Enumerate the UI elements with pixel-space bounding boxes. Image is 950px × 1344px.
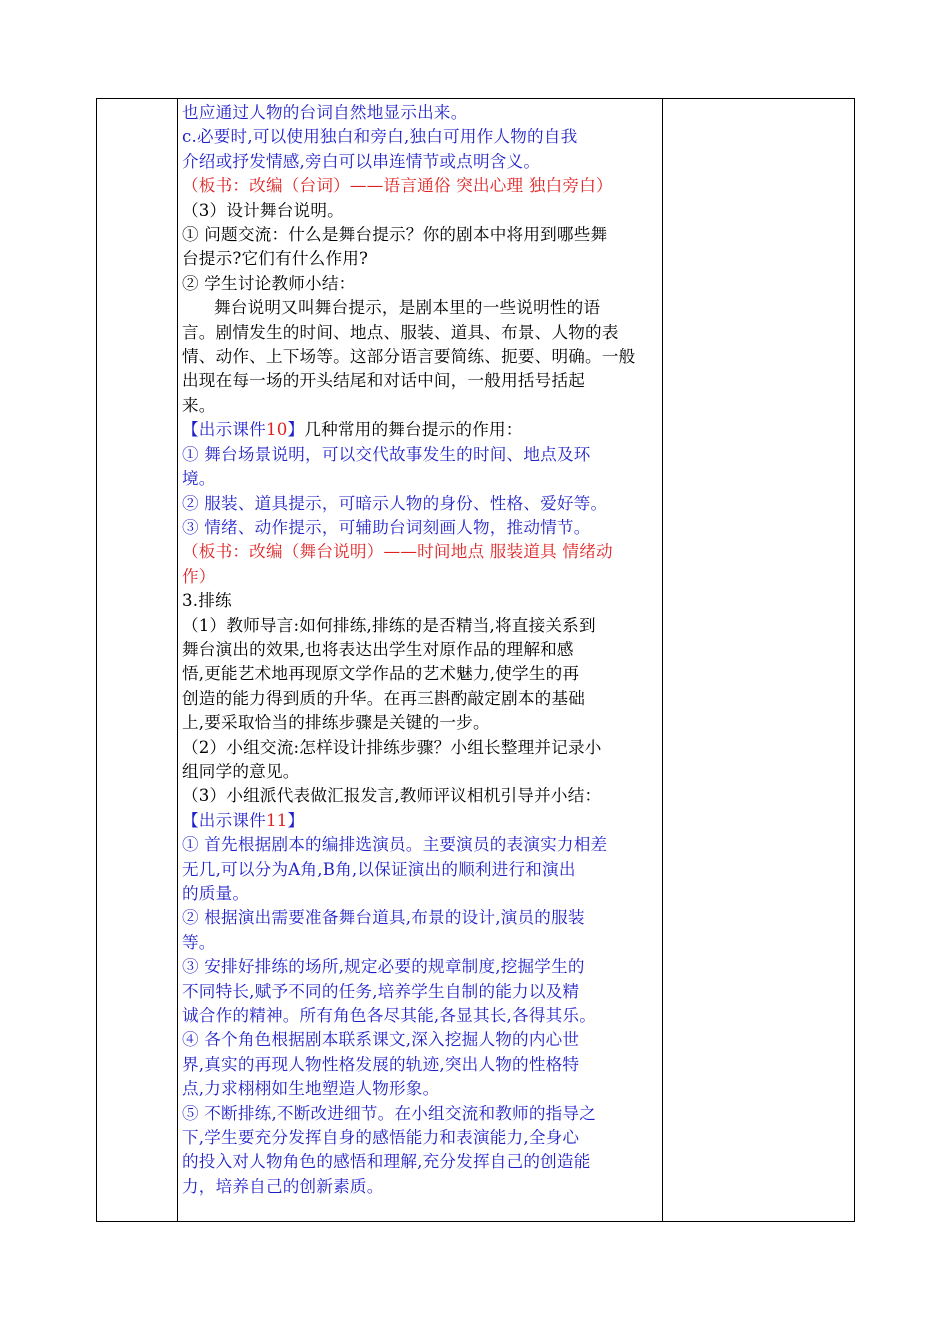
text-span: 【出示课件 — [182, 810, 266, 830]
text-line: 上,要采取恰当的排练步骤是关键的一步。 — [182, 713, 490, 733]
text-line: 出现在每一场的开头结尾和对话中间，一般用括号括起 — [182, 371, 586, 391]
text-line — [182, 418, 663, 442]
text-line: 舞台说明又叫舞台提示，是剧本里的一些说明性的语 — [214, 298, 601, 318]
text-span: 【出示课件 — [182, 420, 266, 440]
text-span: 几种常用的舞台提示的作用： — [304, 420, 523, 440]
text-line: 言。剧情发生的时间、地点、服装、道具、布景、人物的表 — [182, 322, 619, 342]
text-line: 不同特长,赋予不同的任务,培养学生自制的能力以及精 — [182, 981, 580, 1001]
lesson-plan-table — [96, 98, 855, 1222]
text-line: 下,学生要充分发挥自身的感悟能力和表演能力,全身心 — [182, 1128, 580, 1148]
text-line — [182, 809, 663, 833]
text-line: 舞台演出的效果,也将表达出学生对原作品的理解和感 — [182, 639, 574, 659]
text-span: 】 — [287, 420, 305, 440]
text-line: ⑤ 不断排练,不断改进细节。在小组交流和教师的指导之 — [182, 1103, 596, 1123]
text-line: 创造的能力得到质的升华。在再三斟酌敲定剧本的基础 — [182, 688, 586, 708]
text-line: 情、动作、上下场等。这部分语言要简练、扼要、明确。一般 — [182, 347, 636, 367]
text-line: ④ 各个角色根据剧本联系课文,深入挖掘人物的内心世 — [182, 1030, 580, 1050]
text-line: （2）小组交流:怎样设计排练步骤？小组长整理并记录小 — [182, 737, 602, 757]
text-line: 的质量。 — [182, 884, 250, 903]
text-line: 来。 — [182, 395, 216, 415]
text-line: （3）设计舞台说明。 — [182, 200, 344, 220]
text-span: 11 — [265, 810, 288, 830]
text-line: 的投入对人物角色的感悟和理解,充分发挥自己的创造能 — [182, 1152, 591, 1172]
text-line: 组同学的意见。 — [182, 761, 300, 781]
teaching-process-cell — [179, 99, 663, 1221]
text-line: 诚合作的精神。所有角色各尽其能,各显其长,各得其乐。 — [182, 1006, 596, 1026]
text-line: 作） — [182, 566, 216, 586]
text-line: ② 服装、道具提示，可暗示人物的身份、性格、爱好等。 — [182, 493, 608, 513]
text-line: （板书：改编（台词）——语言通俗 突出心理 独白旁白） — [182, 176, 613, 196]
text-line: 界,真实的再现人物性格发展的轨迹,突出人物的性格特 — [182, 1054, 580, 1074]
text-span: 10 — [265, 420, 288, 440]
text-line: ② 根据演出需要准备舞台道具,布景的设计,演员的服装 — [182, 908, 585, 928]
text-line: （板书：改编（舞台说明）——时间地点 服装道具 情绪动 — [182, 542, 613, 562]
text-line: ① 问题交流：什么是舞台提示？你的剧本中将用到哪些舞 — [182, 225, 608, 245]
text-line: ① 首先根据剧本的编排选演员。主要演员的表演实力相差 — [182, 835, 608, 855]
text-line: c.必要时,可以使用独白和旁白,独白可用作人物的自我 — [182, 127, 578, 147]
text-line: 境。 — [182, 469, 216, 489]
text-line: 悟,更能艺术地再现原文学作品的艺术魅力,使学生的再 — [182, 664, 580, 684]
text-line: （1）教师导言:如何排练,排练的是否精当,将直接关系到 — [182, 615, 596, 635]
text-line: 点,力求栩栩如生地塑造人物形象。 — [182, 1079, 440, 1099]
text-line: 力，培养自己的创新素质。 — [182, 1176, 384, 1196]
text-line: 等。 — [182, 932, 216, 952]
text-line: ③ 情绪、动作提示，可辅助台词刻画人物，推动情节。 — [182, 517, 591, 537]
text-line: 也应通过人物的台词自然地显示出来。 — [182, 103, 468, 122]
text-line: ② 学生讨论教师小结： — [182, 273, 356, 293]
text-line: ① 舞台场景说明，可以交代故事发生的时间、地点及环 — [182, 444, 591, 464]
text-line: 介绍或抒发情感,旁白可以串连情节或点明含义。 — [182, 151, 541, 171]
text-line: 台提示?它们有什么作用? — [182, 249, 369, 269]
text-line: 无几,可以分为A角,B角,以保证演出的顺利进行和演出 — [182, 859, 576, 879]
text-span: 】 — [287, 810, 305, 830]
column-divider-left — [177, 99, 178, 1221]
text-line: （3）小组派代表做汇报发言,教师评议相机引导并小结： — [182, 786, 602, 806]
text-line: ③ 安排好排练的场所,规定必要的规章制度,挖掘学生的 — [182, 957, 585, 977]
text-line: 3.排练 — [182, 591, 232, 611]
